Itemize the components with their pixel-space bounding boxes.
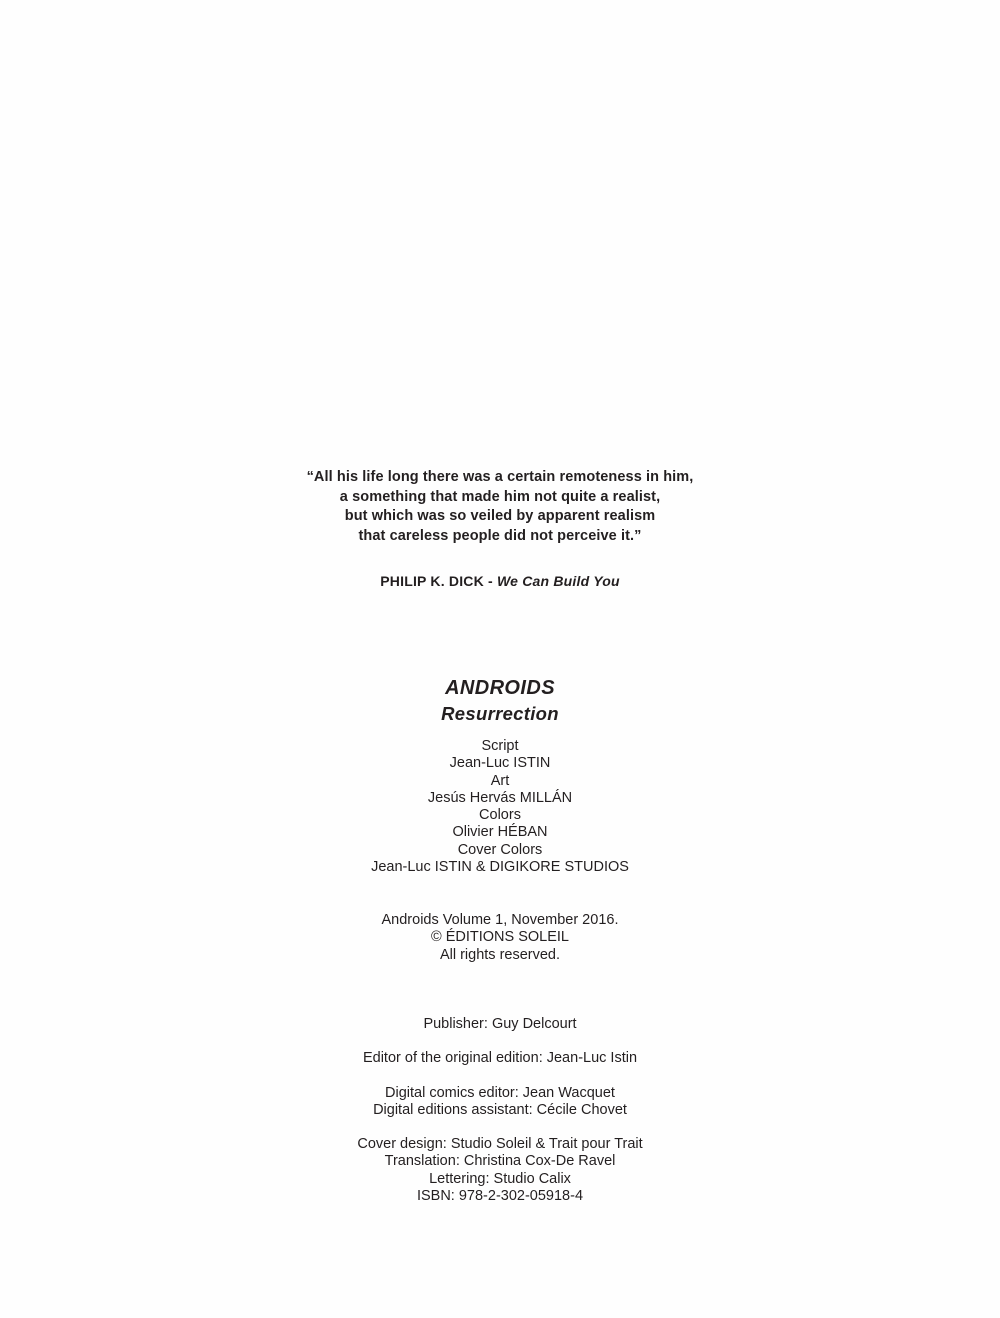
credit-name-art: Jesús Hervás MILLÁN	[427, 789, 573, 806]
colophon-digital-assistant: Digital editions assistant: Cécile Chovet	[373, 1101, 627, 1118]
credit-role-script: Script	[481, 738, 519, 754]
colophon-cover-design: Cover design: Studio Soleil & Trait pour Trait	[357, 1136, 643, 1153]
colophon-isbn: ISBN: 978-2-302-05918-4	[416, 1188, 584, 1205]
credit-name-colors: Olivier HÉBAN	[452, 824, 548, 841]
epigraph-line-3: but which was so veiled by apparent realism	[344, 508, 656, 524]
credit-name-cover-colors: Jean-Luc ISTIN & DIGIKORE STUDIOS	[371, 859, 629, 876]
epigraph-author: PHILIP K. DICK -	[380, 573, 497, 589]
colophon-group-publisher	[0, 1016, 1000, 1033]
epigraph-line-4: that careless people did not perceive it.”	[358, 527, 642, 544]
credits-block	[0, 738, 1000, 876]
epigraph-line-2: a something that made him not quite a realist,	[339, 488, 661, 505]
colophon-digital-editor: Digital comics editor: Jean Wacquet	[385, 1084, 615, 1101]
credit-role-colors: Colors	[479, 807, 521, 824]
epigraph-attribution	[0, 573, 1000, 589]
colophon-original-editor: Editor of the original edition: Jean-Luc Istin	[362, 1050, 638, 1067]
credit-name-script: Jean-Luc ISTIN	[449, 755, 551, 772]
colophon-block	[0, 1016, 1000, 1222]
publication-copyright: © ÉDITIONS SOLEIL	[431, 929, 569, 946]
colophon-group-editor	[0, 1050, 1000, 1067]
colophon-translation: Translation: Christina Cox-De Ravel	[384, 1153, 616, 1170]
series-title: ANDROIDS	[445, 677, 555, 699]
epigraph-work-title: We Can Build You	[496, 573, 620, 589]
publication-volume: Androids Volume 1, November 2016.	[381, 912, 619, 928]
credit-role-cover-colors: Cover Colors	[457, 841, 543, 858]
colophon-publisher: Publisher: Guy Delcourt	[423, 1016, 577, 1032]
colophon-group-digital	[0, 1085, 1000, 1120]
title-block	[0, 676, 1000, 726]
credit-role-art: Art	[490, 772, 510, 789]
epigraph-block	[0, 468, 1000, 589]
colophon-group-production	[0, 1136, 1000, 1205]
publication-block	[0, 912, 1000, 964]
epigraph-line-1: “All his life long there was a certain remoteness in him,	[306, 469, 694, 485]
series-subtitle: Resurrection	[441, 703, 559, 724]
publication-rights: All rights reserved.	[439, 946, 561, 963]
colophon-lettering: Lettering: Studio Calix	[429, 1170, 571, 1187]
